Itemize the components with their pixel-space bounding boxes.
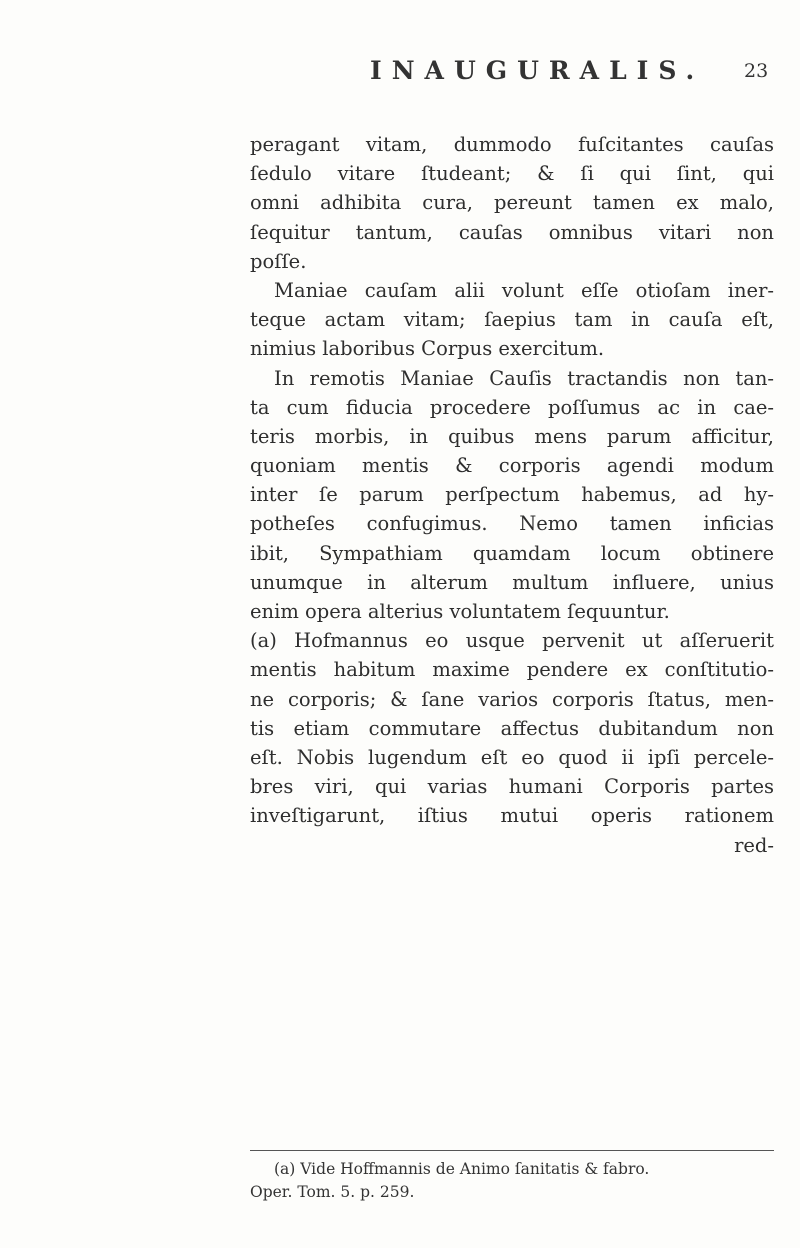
text-line: eſt. Nobis lugendum eſt eo quod ii ipſi percele-	[250, 745, 774, 769]
text-line: enim opera alterius voluntatem ſequuntur.	[250, 600, 670, 623]
body-text	[250, 130, 774, 860]
text-line: mentis habitum maxime pendere ex conſtitutio-	[250, 658, 774, 682]
running-title: INAUGURALIS.	[370, 56, 705, 85]
text-line: inveſtigarunt, iſtius mutui operis rationem	[250, 804, 774, 828]
catchword: red-	[734, 833, 774, 857]
text-line: nimius laboribus Corpus exercitum.	[250, 337, 605, 361]
footnotes	[250, 1158, 774, 1204]
text-line: bres viri, qui varias humani Corporis partes	[250, 775, 774, 799]
text-line: poſſe.	[250, 249, 307, 273]
text-line: quoniam mentis & corporis agendi modum	[250, 454, 774, 478]
text-line: ibit, Sympathiam quamdam locum obtinere	[250, 541, 774, 565]
text-line: inter ſe parum perſpectum habemus, ad hy-	[250, 483, 774, 507]
text-line: potheſes confugimus. Nemo tamen inficias	[250, 512, 774, 536]
text-line: ſedulo vitare ſtudeant; & ſi qui ſint, qui	[250, 162, 774, 186]
page-number: 23	[744, 60, 769, 82]
footnote-line: Oper. Tom. 5. p. 259.	[250, 1183, 415, 1201]
text-line: ſequitur tantum, cauſas omnibus vitari non	[250, 220, 774, 244]
text-line: teque actam vitam; ſaepius tam in cauſa eſt,	[250, 308, 774, 332]
text-line: omni adhibita cura, pereunt tamen ex malo,	[250, 191, 774, 215]
text-line: ta cum fiducia procedere poſſumus ac in cae-	[250, 395, 774, 419]
footnote-rule	[250, 1150, 774, 1151]
text-line: (a) Hofmannus eo usque pervenit ut aſſeruerit	[250, 629, 774, 653]
text-line: tis etiam commutare affectus dubitandum non	[250, 716, 774, 740]
text-line: unumque in alterum multum influere, unius	[250, 570, 774, 594]
text-line: ne corporis; & ſane varios corporis ſtatus, men-	[250, 687, 774, 711]
text-line: peragant vitam, dummodo fuſcitantes cauſas	[250, 133, 774, 156]
text-line: In remotis Maniae Cauſis tractandis non tan-	[274, 366, 774, 390]
text-line: Maniae cauſam alii volunt eſſe otioſam iner-	[274, 278, 774, 302]
footnote-line: (a) Vide Hoffmannis de Animo ſanitatis & fabro.	[274, 1160, 650, 1178]
text-line: teris morbis, in quibus mens parum afficitur,	[250, 424, 774, 448]
